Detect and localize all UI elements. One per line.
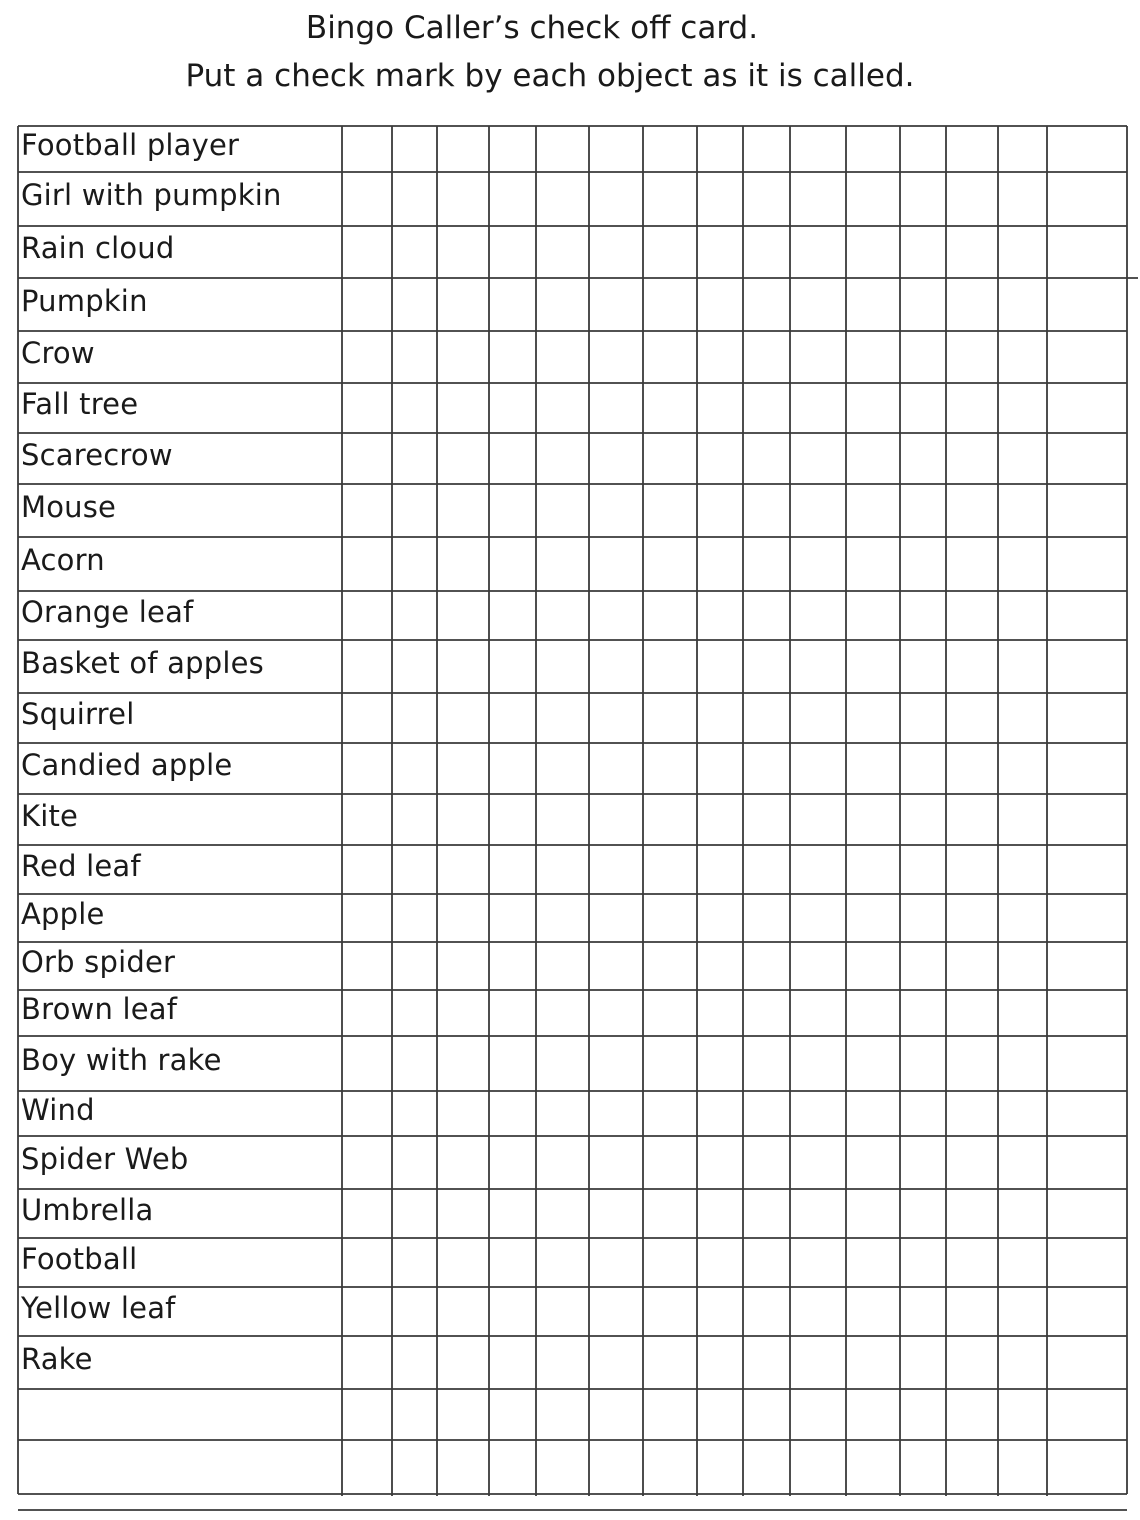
card-title: Bingo Caller’s check off card. [305,10,759,46]
item-label: Yellow leaf [21,1291,176,1325]
item-label: Fall tree [21,387,139,421]
item-label: Girl with pumpkin [21,178,282,212]
item-label: Pumpkin [21,284,148,318]
item-label: Kite [21,799,79,833]
item-label: Basket of apples [21,646,264,680]
item-label: Rain cloud [21,231,175,265]
item-label: Mouse [21,490,117,524]
item-label: Apple [21,897,105,931]
item-label: Orb spider [21,945,176,979]
item-label: Spider Web [21,1142,189,1176]
item-label: Football player [21,128,240,162]
item-label: Umbrella [21,1193,154,1227]
item-label: Brown leaf [21,992,178,1026]
item-label: Crow [21,336,95,370]
item-label: Candied apple [21,748,233,782]
item-label: Rake [21,1342,93,1376]
item-label: Boy with rake [21,1043,222,1077]
item-label: Wind [21,1093,95,1127]
item-label: Scarecrow [21,438,173,472]
item-label: Squirrel [21,697,135,731]
item-label: Red leaf [21,849,141,883]
item-label: Acorn [21,543,105,577]
item-label: Football [21,1242,138,1276]
card-instructions: Put a check mark by each object as it is called. [185,58,915,94]
item-label: Orange leaf [21,595,194,629]
